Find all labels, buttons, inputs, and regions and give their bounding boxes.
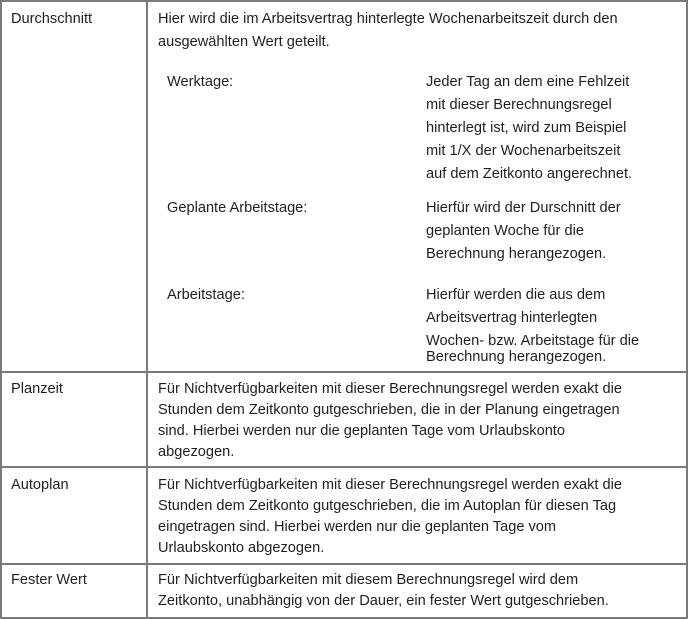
row-description-line: abgezogen. — [158, 444, 235, 460]
subrow-description-line: mit 1/X der Wochenarbeitszeit — [426, 143, 621, 159]
row-label: Fester Wert — [11, 572, 87, 588]
subrow-description-line: geplanten Woche für die — [426, 223, 584, 239]
subrow-description-line: Berechnung herangezogen. — [426, 349, 607, 365]
row-description-line: eingetragen sind. Hierbei werden nur die geplanten Tage vom — [158, 519, 557, 535]
row-description-line: Für Nichtverfügbarkeiten mit dieser Berechnungsregel werden exakt die — [158, 381, 622, 397]
table-border-left — [0, 0, 2, 619]
row-label: Durchschnitt — [11, 11, 93, 27]
row-description-line: Urlaubskonto abgezogen. — [158, 540, 325, 556]
row-description-line: Zeitkonto, unabhängig von der Dauer, ein fester Wert gutgeschrieben. — [158, 593, 609, 609]
row-divider — [0, 371, 688, 373]
row-description-line: Für Nichtverfügbarkeiten mit diesem Berechnungsregel wird dem — [158, 572, 579, 588]
subrow-description-line: Arbeitsvertrag hinterlegten — [426, 310, 598, 326]
subrow-description-line: Berechnung herangezogen. — [426, 246, 607, 262]
row-description-line: Hier wird die im Arbeitsvertrag hinterlegte Wochenarbeitszeit durch den — [158, 11, 618, 27]
subrow-description-line: auf dem Zeitkonto angerechnet. — [426, 166, 633, 182]
subrow-description-line: hinterlegt ist, wird zum Beispiel — [426, 120, 627, 136]
row-divider — [0, 563, 688, 565]
subrow-description-line: Hierfür werden die aus dem — [426, 287, 606, 303]
subrow-label: Werktage: — [167, 74, 234, 90]
column-divider — [146, 0, 148, 619]
subrow-description-line: Jeder Tag an dem eine Fehlzeit — [426, 74, 630, 90]
row-description-line: sind. Hierbei werden nur die geplanten Tage vom Urlaubskonto — [158, 423, 565, 439]
subrow-label: Geplante Arbeitstage: — [167, 200, 308, 216]
subrow-description-line: Wochen- bzw. Arbeitstage für die — [426, 333, 640, 349]
row-label: Autoplan — [11, 477, 69, 493]
row-label: Planzeit — [11, 381, 63, 397]
row-description-line: Stunden dem Zeitkonto gutgeschrieben, die in der Planung eingetragen — [158, 402, 620, 418]
row-description-line: Für Nichtverfügbarkeiten mit dieser Berechnungsregel werden exakt die — [158, 477, 622, 493]
subrow-label: Arbeitstage: — [167, 287, 245, 303]
row-divider — [0, 466, 688, 468]
row-description-line: ausgewählten Wert geteilt. — [158, 34, 330, 50]
table-border-top — [0, 0, 688, 2]
subrow-description-line: mit dieser Berechnungsregel — [426, 97, 612, 113]
subrow-description-line: Hierfür wird der Durschnitt der — [426, 200, 621, 216]
row-description-line: Stunden dem Zeitkonto gutgeschrieben, die im Autoplan für diesen Tag — [158, 498, 617, 514]
